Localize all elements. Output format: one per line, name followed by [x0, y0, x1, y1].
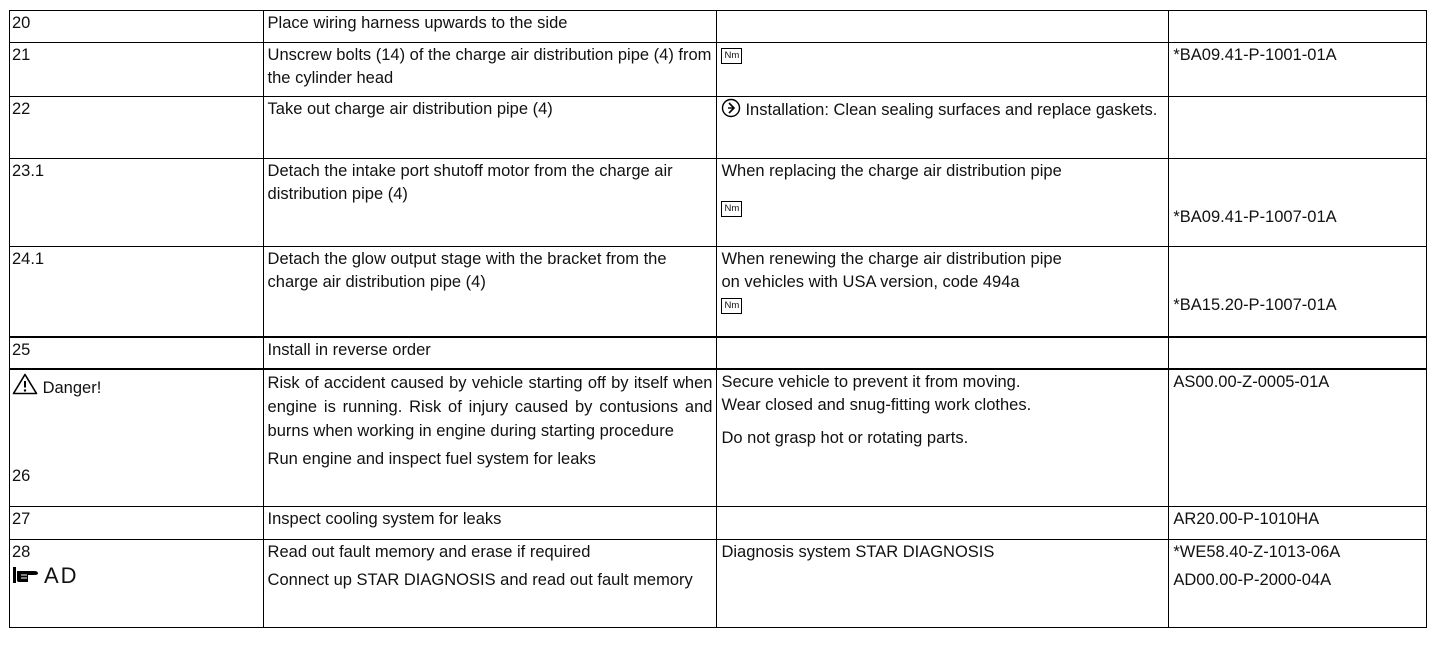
step-action: Inspect cooling system for leaks	[263, 507, 717, 540]
table-row	[10, 11, 1427, 43]
step-reference	[1169, 159, 1427, 247]
diagnosis-marker[interactable]	[12, 564, 259, 592]
step-action: Place wiring harness upwards to the side	[263, 11, 717, 43]
note-line: When renewing the charge air distribution pipe	[721, 250, 1062, 268]
step-note	[717, 507, 1169, 540]
step-note	[717, 43, 1169, 97]
step-reference[interactable]: *BA09.41-P-1001-01A	[1169, 43, 1427, 97]
step-note	[717, 369, 1169, 507]
step-number: 27	[10, 507, 264, 540]
pointing-hand-icon	[12, 565, 42, 592]
table-row	[10, 540, 1427, 628]
danger-text: Risk of accident caused by vehicle starting off by itself when engine is running. Risk of injury caused by contusions and burns when working in engine during starting procedure	[267, 373, 713, 440]
note-line: on vehicles with USA version, code 494a	[721, 273, 1020, 291]
step-reference	[1169, 540, 1427, 628]
danger-warning	[12, 373, 259, 402]
step-action-text: Run engine and inspect fuel system for leaks	[267, 449, 596, 468]
step-action: Take out charge air distribution pipe (4)	[263, 97, 717, 159]
reference-link[interactable]: *BA09.41-P-1007-01A	[1173, 208, 1337, 226]
table-row	[10, 97, 1427, 159]
repair-procedure-table	[9, 10, 1427, 628]
table-row	[10, 247, 1427, 337]
step-reference	[1169, 97, 1427, 159]
step-action: Install in reverse order	[263, 337, 717, 369]
step-action-text: Connect up STAR DIAGNOSIS and read out fault memory	[267, 571, 693, 589]
reference-link[interactable]: *WE58.40-Z-1013-06A	[1173, 543, 1341, 561]
table-row	[10, 337, 1427, 369]
warning-triangle-icon	[12, 373, 38, 402]
step-number: 25	[10, 337, 264, 369]
reference-link[interactable]: AD00.00-P-2000-04A	[1173, 571, 1332, 589]
step-number	[10, 540, 264, 628]
danger-label: Danger!	[42, 378, 102, 397]
step-action	[263, 540, 717, 628]
installation-note: Installation: Clean sealing surfaces and replace gaskets.	[745, 101, 1158, 119]
ad-label: AD	[44, 563, 79, 588]
torque-icon[interactable]: Nm	[721, 48, 742, 64]
step-action: Unscrew bolts (14) of the charge air distribution pipe (4) from the cylinder head	[263, 43, 717, 97]
note-line: Do not grasp hot or rotating parts.	[721, 428, 969, 447]
torque-icon[interactable]: Nm	[721, 298, 742, 314]
step-note	[717, 11, 1169, 43]
step-action	[263, 369, 717, 507]
step-number: 21	[10, 43, 264, 97]
step-number: 24.1	[10, 247, 264, 337]
step-number: 22	[10, 97, 264, 159]
step-reference[interactable]: AR20.00-P-1010HA	[1169, 507, 1427, 540]
step-number	[10, 369, 264, 507]
table-row	[10, 43, 1427, 97]
reference-link[interactable]: *BA15.20-P-1007-01A	[1173, 296, 1337, 314]
step-number: 23.1	[10, 159, 264, 247]
torque-icon[interactable]: Nm	[721, 201, 742, 217]
step-reference	[1169, 337, 1427, 369]
step-note: Diagnosis system STAR DIAGNOSIS	[717, 540, 1169, 628]
table-row	[10, 507, 1427, 540]
step-action: Detach the glow output stage with the bracket from the charge air distribution pipe (4)	[263, 247, 717, 337]
step-reference	[1169, 11, 1427, 43]
step-action: Detach the intake port shutoff motor from the charge air distribution pipe (4)	[263, 159, 717, 247]
note-line: Secure vehicle to prevent it from moving.	[721, 372, 1021, 391]
step-reference	[1169, 247, 1427, 337]
step-reference[interactable]: AS00.00-Z-0005-01A	[1169, 369, 1427, 507]
table-row	[10, 369, 1427, 507]
installation-icon	[721, 98, 741, 125]
step-note	[717, 337, 1169, 369]
note-text: When replacing the charge air distribution pipe	[721, 162, 1062, 180]
step-note	[717, 97, 1169, 159]
step-number: 20	[10, 11, 264, 43]
step-action-text: Read out fault memory and erase if required	[267, 543, 591, 561]
step-number: 26	[12, 466, 31, 485]
table-row	[10, 159, 1427, 247]
step-note	[717, 159, 1169, 247]
step-note	[717, 247, 1169, 337]
note-line: Wear closed and snug-fitting work clothes.	[721, 395, 1032, 414]
step-number: 28	[12, 543, 31, 561]
